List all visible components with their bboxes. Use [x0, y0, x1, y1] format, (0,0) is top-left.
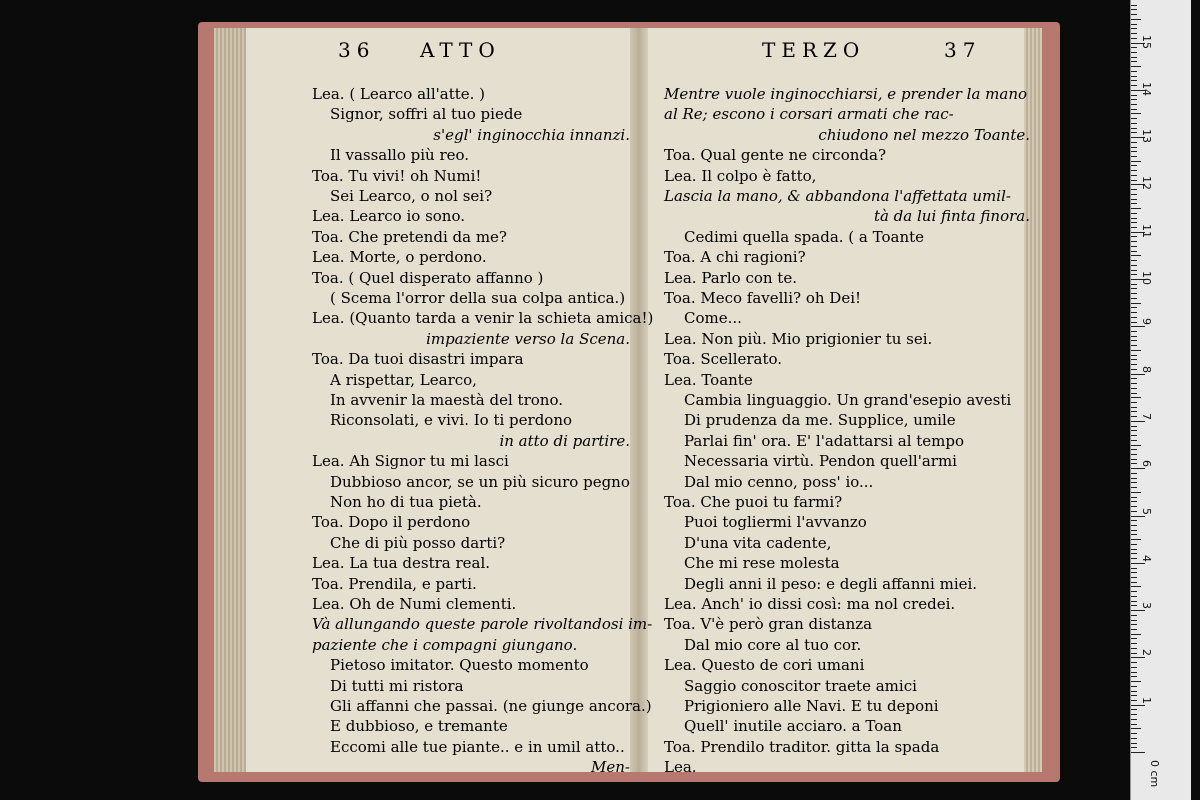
ruler-number: 8 — [1140, 365, 1153, 373]
ruler-tick — [1131, 544, 1137, 545]
ruler-tick — [1131, 747, 1137, 748]
ruler-tick — [1131, 241, 1137, 242]
book-gutter — [630, 28, 648, 772]
ruler-tick — [1131, 24, 1137, 25]
text-line: Degli anni il peso: e degli affanni miei. — [684, 574, 978, 593]
text-line: Lea. Learco io sono. — [312, 207, 465, 226]
ruler-number: 14 — [1140, 81, 1153, 96]
text-line: Lea. Il colpo è fatto, — [664, 166, 817, 185]
ruler-tick — [1131, 388, 1137, 389]
ruler-tick — [1131, 345, 1137, 346]
ruler-tick — [1131, 350, 1141, 351]
measuring-ruler — [1130, 0, 1191, 800]
ruler-tick — [1131, 175, 1137, 176]
ruler-tick — [1131, 322, 1137, 323]
ruler-tick — [1131, 586, 1141, 587]
ruler-tick — [1131, 118, 1137, 119]
ruler-tick — [1131, 724, 1137, 725]
ruler-number: 9 — [1140, 318, 1153, 326]
text-line: Che di più posso darti? — [330, 533, 506, 552]
ruler-tick — [1131, 459, 1137, 460]
ruler-tick — [1131, 340, 1137, 341]
text-line: Lea. Non più. Mio prigionier tu sei. — [664, 329, 933, 348]
ruler-tick — [1131, 104, 1137, 105]
ruler-tick — [1131, 359, 1137, 360]
text-line: Toa. Dopo il perdono — [312, 513, 471, 532]
ruler-tick — [1131, 591, 1137, 592]
right-page-number: 37 — [944, 38, 982, 62]
ruler-tick — [1131, 33, 1137, 34]
text-line: E dubbioso, e tremante — [330, 717, 508, 736]
ruler-tick — [1131, 482, 1137, 483]
text-line: Quell' inutile acciaro. a Toan — [684, 717, 902, 736]
ruler-tick — [1131, 426, 1137, 427]
ruler-tick — [1131, 222, 1137, 223]
ruler-tick — [1131, 151, 1137, 152]
ruler-tick — [1131, 199, 1137, 200]
ruler-tick — [1131, 260, 1137, 261]
ruler-tick — [1131, 577, 1137, 578]
text-line: Lea. — [664, 758, 697, 777]
text-line: Lascia la mano, & abbandona l'affettata umil- — [664, 187, 1011, 205]
text-line: Di tutti mi ristora — [330, 676, 464, 695]
ruler-tick — [1131, 402, 1137, 403]
ruler-tick — [1131, 568, 1137, 569]
ruler-tick — [1131, 516, 1145, 517]
ruler-tick — [1131, 95, 1137, 96]
ruler-tick — [1131, 653, 1137, 654]
text-line: Lea. La tua destra real. — [312, 554, 491, 573]
ruler-tick — [1131, 454, 1137, 455]
ruler-tick — [1131, 76, 1137, 77]
ruler-number: 12 — [1140, 176, 1153, 191]
ruler-tick — [1131, 620, 1137, 621]
ruler-tick — [1131, 473, 1137, 474]
ruler-tick — [1131, 662, 1137, 663]
ruler-tick — [1131, 218, 1137, 219]
ruler-tick — [1131, 558, 1137, 559]
ruler-tick — [1131, 615, 1137, 616]
ruler-tick — [1131, 463, 1137, 464]
ruler-tick — [1131, 331, 1137, 332]
ruler-tick — [1131, 123, 1137, 124]
ruler-tick — [1131, 80, 1137, 81]
ruler-tick — [1131, 99, 1137, 100]
ruler-tick — [1131, 66, 1141, 67]
ruler-tick — [1131, 440, 1137, 441]
ruler-unit-label: 0 cm — [1148, 760, 1161, 788]
ruler-tick — [1131, 638, 1137, 639]
ruler-tick — [1131, 312, 1137, 313]
ruler-tick — [1131, 572, 1137, 573]
text-line: Dubbioso ancor, se un più sicuro pegno — [330, 472, 630, 491]
ruler-tick — [1131, 657, 1145, 658]
ruler-tick — [1131, 317, 1137, 318]
text-line: Lea. Oh de Numi clementi. — [312, 595, 517, 613]
ruler-number: 7 — [1140, 412, 1153, 420]
ruler-tick — [1131, 610, 1145, 611]
ruler-tick — [1131, 601, 1137, 602]
text-line: Toa. Qual gente ne circonda? — [664, 146, 886, 165]
text-line: tà da lui finta finora. — [873, 207, 1030, 226]
ruler-tick — [1131, 189, 1137, 190]
ruler-tick — [1131, 288, 1137, 289]
text-line: Lea. Parlo con te. — [664, 268, 797, 287]
ruler-tick — [1131, 719, 1137, 720]
ruler-tick — [1131, 326, 1145, 327]
ruler-tick — [1131, 369, 1137, 370]
ruler-number: 15 — [1140, 34, 1153, 49]
text-line: Prigioniero alle Navi. E tu deponi — [684, 697, 939, 715]
text-line: Toa. Prendila, e parti. — [312, 574, 477, 593]
left-page-number: 36 — [338, 38, 376, 62]
text-line: Và allungando queste parole rivoltandosi im- — [312, 615, 653, 634]
ruler-tick — [1131, 539, 1141, 540]
ruler-number: 5 — [1140, 507, 1153, 515]
ruler-tick — [1131, 449, 1137, 450]
ruler-tick — [1131, 733, 1137, 734]
ruler-tick — [1131, 676, 1137, 677]
ruler-tick — [1131, 170, 1137, 171]
text-line: Toa. ( Quel disperato affanno ) — [312, 268, 544, 287]
text-line: A rispettar, Learco, — [330, 370, 477, 389]
text-line: al Re; escono i corsari armati che rac- — [664, 105, 954, 124]
text-line: Cambia linguaggio. Un grand'esepio avesti — [684, 391, 1012, 409]
ruler-tick — [1131, 57, 1137, 58]
ruler-tick — [1131, 468, 1145, 469]
ruler-tick — [1131, 236, 1137, 237]
ruler-tick — [1131, 709, 1137, 710]
ruler-tick — [1131, 71, 1137, 72]
ruler-tick — [1131, 487, 1137, 488]
text-line: Lea. Questo de cori umani — [664, 656, 865, 675]
ruler-tick — [1131, 691, 1137, 692]
ruler-tick — [1131, 416, 1137, 417]
ruler-tick — [1131, 629, 1137, 630]
ruler-tick — [1131, 695, 1137, 696]
ruler-tick — [1131, 530, 1137, 531]
text-line: Toa. A chi ragioni? — [664, 248, 806, 267]
ruler-number: 6 — [1140, 460, 1153, 468]
ruler-tick — [1131, 213, 1137, 214]
text-line: impaziente verso la Scena. — [426, 329, 630, 348]
ruler-tick — [1131, 582, 1137, 583]
text-line: Di prudenza da me. Supplice, umile — [684, 411, 956, 430]
ruler-tick — [1131, 681, 1141, 682]
text-line: in atto di partire. — [499, 431, 630, 450]
text-line: Non ho di tua pietà. — [330, 493, 482, 511]
ruler-tick — [1131, 743, 1137, 744]
ruler-number: 13 — [1140, 129, 1153, 144]
text-line: D'una vita cadente, — [684, 533, 832, 552]
text-line: Mentre vuole inginocchiarsi, e prender la mano — [664, 85, 1028, 103]
text-line: Lea. Ah Signor tu mi lasci — [312, 452, 509, 471]
ruler-tick — [1131, 624, 1137, 625]
ruler-tick — [1131, 634, 1141, 635]
ruler-tick — [1131, 19, 1141, 20]
text-line: Necessaria virtù. Pendon quell'armi — [684, 452, 957, 471]
ruler-tick — [1131, 147, 1137, 148]
text-line: Signor, soffri al tuo piede — [330, 105, 523, 124]
ruler-number: 11 — [1140, 223, 1153, 238]
ruler-tick — [1131, 497, 1137, 498]
ruler-tick — [1131, 407, 1137, 408]
ruler-tick — [1131, 421, 1145, 422]
ruler-tick — [1131, 534, 1137, 535]
text-line: Lea. (Quanto tarda a venir la schieta amica!) — [312, 309, 654, 328]
text-line: Il vassallo più reo. — [330, 146, 470, 165]
ruler-tick — [1131, 383, 1137, 384]
ruler-tick — [1131, 132, 1137, 133]
ruler-tick — [1131, 355, 1137, 356]
ruler-tick — [1131, 28, 1137, 29]
text-line: Saggio conoscitor traete amici — [684, 676, 917, 695]
ruler-tick — [1131, 52, 1137, 53]
ruler-tick — [1131, 336, 1137, 337]
right-running-head: TERZO — [762, 38, 866, 62]
ruler-tick — [1131, 430, 1137, 431]
ruler-tick — [1131, 180, 1137, 181]
text-line: Toa. Che puoi tu farmi? — [664, 493, 843, 511]
text-line: In avvenir la maestà del trono. — [330, 391, 563, 409]
ruler-tick — [1131, 501, 1137, 502]
ruler-tick — [1131, 478, 1137, 479]
ruler-tick — [1131, 445, 1141, 446]
text-line: Toa. Che pretendi da me? — [312, 227, 507, 246]
ruler-tick — [1131, 227, 1137, 228]
ruler-tick — [1131, 752, 1145, 753]
text-line: Toa. Da tuoi disastri impara — [312, 350, 524, 369]
text-line: Lea. Morte, o perdono. — [312, 248, 487, 267]
ruler-tick — [1131, 705, 1145, 706]
ruler-tick — [1131, 378, 1137, 379]
ruler-tick — [1131, 411, 1137, 412]
text-line: s'egl' inginocchia innanzi. — [433, 125, 630, 144]
ruler-tick — [1131, 686, 1137, 687]
ruler-tick — [1131, 672, 1137, 673]
ruler-tick — [1131, 270, 1137, 271]
text-line: Eccomi alle tue piante.. e in umil atto.. — [330, 737, 625, 756]
ruler-tick — [1131, 246, 1137, 247]
ruler-tick — [1131, 9, 1137, 10]
text-line: Riconsolati, e vivi. Io ti perdono — [330, 411, 573, 430]
ruler-tick — [1131, 549, 1137, 550]
ruler-tick — [1131, 165, 1137, 166]
ruler-tick — [1131, 525, 1137, 526]
ruler-tick — [1131, 265, 1137, 266]
text-line: Lea. Anch' io dissi così: ma nol credei. — [664, 595, 956, 613]
ruler-tick — [1131, 563, 1145, 564]
ruler-tick — [1131, 307, 1137, 308]
ruler-tick — [1131, 61, 1137, 62]
ruler-tick — [1131, 596, 1137, 597]
ruler-tick — [1131, 38, 1137, 39]
ruler-tick — [1131, 364, 1137, 365]
text-line: Pietoso imitator. Questo momento — [330, 656, 589, 675]
ruler-tick — [1131, 251, 1137, 252]
text-line: Toa. V'è però gran distanza — [664, 615, 873, 634]
ruler-tick — [1131, 161, 1141, 162]
ruler-tick — [1131, 374, 1145, 375]
text-line: Dal mio core al tuo cor. — [684, 635, 862, 654]
ruler-tick — [1131, 284, 1137, 285]
text-line: Toa. Scellerato. — [664, 350, 783, 369]
ruler-tick — [1131, 605, 1137, 606]
ruler-tick — [1131, 435, 1137, 436]
ruler-tick — [1131, 203, 1137, 204]
text-line: chiudono nel mezzo Toante. — [818, 125, 1030, 144]
text-line: Cedimi quella spada. ( a Toante — [684, 227, 925, 246]
ruler-tick — [1131, 553, 1137, 554]
text-line: Toa. Meco favelli? oh Dei! — [664, 289, 862, 307]
text-line: Lea. Toante — [664, 370, 753, 389]
ruler-number: 4 — [1140, 554, 1153, 562]
text-line: ( Scema l'orror della sua colpa antica.) — [330, 289, 626, 307]
ruler-tick — [1131, 667, 1137, 668]
text-line: Gli affanni che passai. (ne giunge ancora.) — [330, 697, 652, 715]
ruler-tick — [1131, 738, 1137, 739]
text-line: Toa. Prendilo traditor. gitta la spada — [664, 737, 940, 756]
ruler-tick — [1131, 506, 1137, 507]
ruler-tick — [1131, 298, 1137, 299]
text-line: Come... — [684, 309, 742, 328]
ruler-tick — [1131, 714, 1137, 715]
text-line: Toa. Tu vivi! oh Numi! — [312, 166, 482, 185]
text-line: Puoi togliermi l'avvanzo — [684, 513, 867, 532]
left-running-head: ATTO — [420, 38, 501, 62]
ruler-tick — [1131, 113, 1141, 114]
ruler-tick — [1131, 14, 1137, 15]
ruler-tick — [1131, 303, 1141, 304]
ruler-tick — [1131, 643, 1137, 644]
ruler-tick — [1131, 397, 1141, 398]
text-line: Lea. ( Learco all'atte. ) — [312, 85, 486, 103]
ruler-tick — [1131, 255, 1141, 256]
ruler-tick — [1131, 274, 1137, 275]
ruler-tick — [1131, 109, 1137, 110]
ruler-number: 2 — [1140, 649, 1153, 657]
ruler-tick — [1131, 728, 1141, 729]
ruler-tick — [1131, 156, 1137, 157]
ruler-tick — [1131, 194, 1137, 195]
ruler-tick — [1131, 47, 1137, 48]
text-line: Sei Learco, o nol sei? — [330, 187, 493, 205]
ruler-tick — [1131, 520, 1137, 521]
ruler-tick — [1131, 700, 1137, 701]
ruler-tick — [1131, 648, 1137, 649]
ruler-tick — [1131, 511, 1137, 512]
ruler-tick — [1131, 293, 1137, 294]
ruler-number: 1 — [1140, 696, 1153, 704]
text-line: Che mi rese molesta — [684, 554, 840, 573]
ruler-number: 10 — [1140, 271, 1153, 285]
text-line: Parlai fin' ora. E' l'adattarsi al tempo — [684, 431, 965, 450]
ruler-tick — [1131, 85, 1137, 86]
text-line: Men- — [591, 758, 630, 777]
text-line: paziente che i compagni giungano. — [312, 635, 578, 654]
ruler-number: 3 — [1140, 602, 1153, 610]
ruler-tick — [1131, 208, 1141, 209]
ruler-tick — [1131, 492, 1141, 493]
ruler-tick — [1131, 5, 1137, 6]
text-line: Dal mio cenno, poss' io... — [684, 472, 874, 491]
ruler-tick — [1131, 393, 1137, 394]
ruler-tick — [1131, 142, 1137, 143]
ruler-tick — [1131, 128, 1137, 129]
